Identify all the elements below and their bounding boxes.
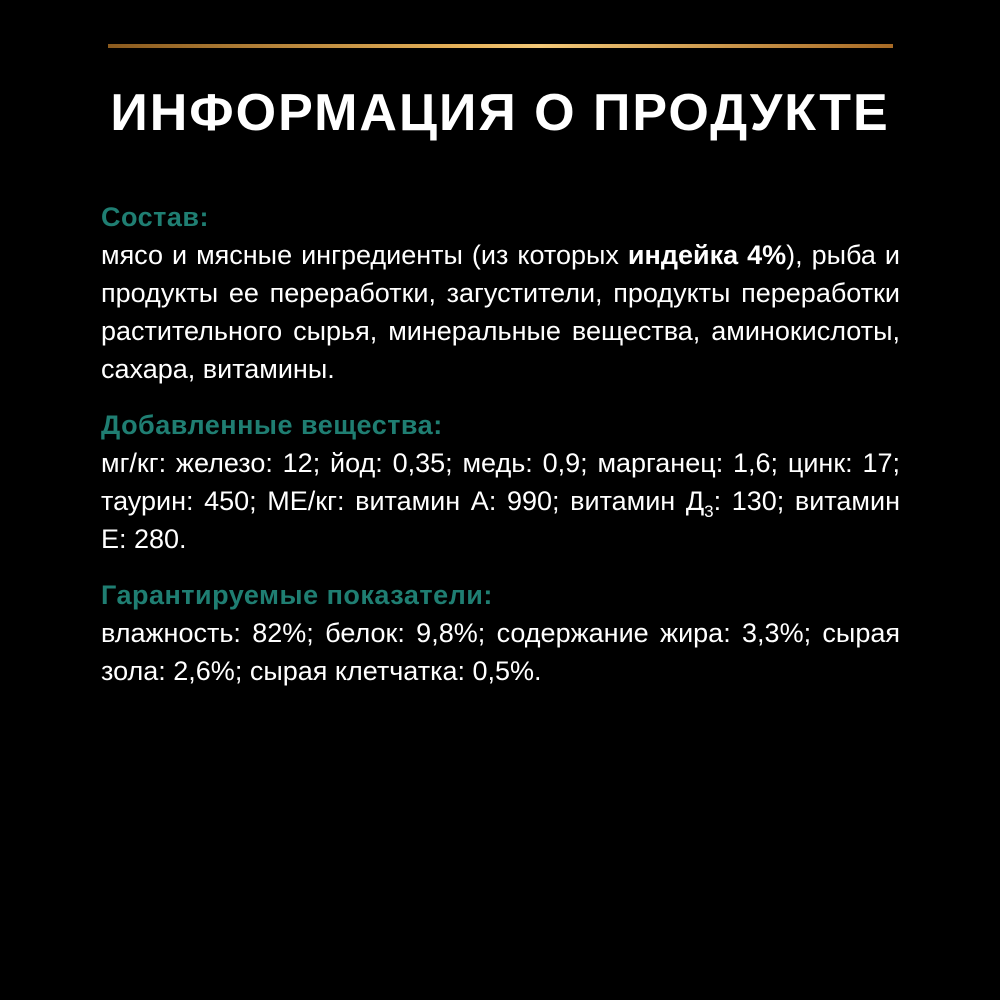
composition-highlight: индейка 4% [627,240,787,270]
guaranteed-heading: Гарантируемые показатели: [101,580,493,610]
additives-text-before: мг/кг: железо: 12; йод: 0,35; медь: 0,9; марганец: 1,6; цинк: 17; таурин: 450; МЕ/кг: витамин А: 990; витамин Д [101,448,900,516]
composition-section [101,198,900,388]
page-title: ИНФОРМАЦИЯ О ПРОДУКТЕ [110,84,890,142]
additives-section [101,406,900,558]
additives-heading: Добавленные вещества: [101,410,443,440]
additives-text [101,444,900,558]
product-info-content [101,198,900,708]
composition-heading: Состав: [101,202,209,232]
composition-text-after: ), рыба и продукты ее переработки, загустители, продукты переработки растительного сырья, минеральные вещества, аминокислоты, сахара, витамины. [101,240,900,384]
guaranteed-section [101,576,900,690]
vitamin-d-subscript: 3 [704,502,714,521]
guaranteed-text: влажность: 82%; белок: 9,8%; содержание жира: 3,3%; сырая зола: 2,6%; сырая клетчатка: 0,5%. [101,618,900,686]
additives-text-after: : 130; витамин Е: 280. [101,486,900,554]
gold-divider [108,44,893,48]
composition-text-before: мясо и мясные ингредиенты (из которых [101,240,628,270]
composition-text [101,236,900,388]
